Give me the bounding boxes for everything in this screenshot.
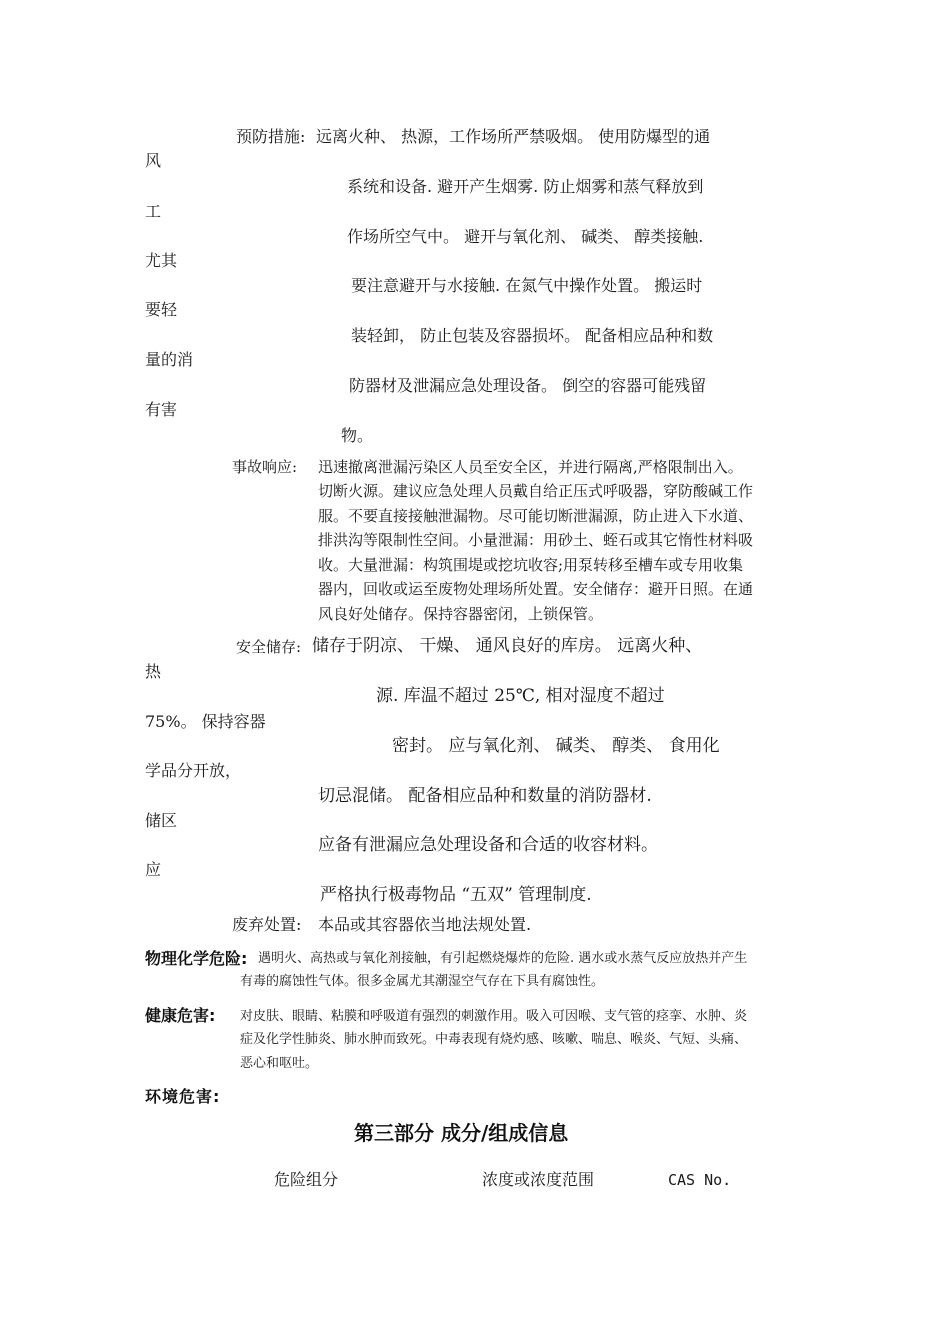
response-line: 服。不要直接接触泄漏物。尽可能切断泄漏源，防止进入下水道、 (318, 507, 754, 525)
environment-label: 环境危害: (145, 1087, 221, 1106)
health-line: 恶心和呕吐。 (240, 1056, 319, 1071)
prevention-line: 作场所空气中。 避开与氧化剂、 碱类、 醇类接触. (347, 227, 704, 246)
response-line: 迅速撤离泄漏污染区人员至安全区，并进行隔离,严格限制出入。 (318, 458, 743, 476)
disposal-label: 废弃处置: (232, 915, 302, 934)
section3-col-header: 危险组分 (274, 1170, 339, 1189)
prevention-line: 工 (145, 202, 162, 221)
prevention-line: 尤其 (145, 251, 178, 270)
response-line: 风良好处储存。保持容器密闭，上锁保管。 (318, 605, 604, 623)
prevention-line: 物。 (341, 426, 374, 445)
response-line: 切断火源。建议应急处理人员戴自给正压式呼吸器，穿防酸碱工作 (318, 482, 754, 500)
storage-line: 储区 (145, 811, 178, 830)
storage-line: 密封。 应与氧化剂、 碱类、 醇类、 食用化 (392, 736, 720, 756)
storage-line: 源. 库温不超过 25℃, 相对湿度不超过 (376, 686, 665, 706)
response-line: 收。大量泄漏：构筑围堤或挖坑收容;用泵转移至槽车或专用收集 (318, 556, 744, 574)
prevention-line: 要轻 (145, 300, 178, 319)
prevention-line: 要注意避开与水接触. 在氮气中操作处置。 搬运时 (351, 276, 703, 295)
health-line: 对皮肤、眼睛、粘膜和呼吸道有强烈的刺激作用。吸入可因喉、支气管的痉挛、水肿、炎 (240, 1009, 748, 1024)
prevention-line: 有害 (145, 400, 178, 419)
section3-col-header: CAS No. (668, 1171, 732, 1189)
storage-line: 75%。 保持容器 (145, 712, 266, 731)
physchem-label: 物理化学危险: (145, 949, 248, 968)
disposal-text: 本品或其容器依当地法规处置. (318, 915, 532, 934)
health-label: 健康危害: (145, 1006, 216, 1025)
prevention-line: 远离火种、 热源，工作场所严禁吸烟。 使用防爆型的通 (316, 127, 711, 146)
physchem-line: 遇明火、高热或与氧化剂接触，有引起燃烧爆炸的危险. 遇水或水蒸气反应放热并产生 (258, 951, 748, 966)
prevention-line: 装轻卸， 防止包装及容器损坏。 配备相应品种和数 (351, 326, 714, 345)
storage-line: 严格执行极毒物品 “五双” 管理制度. (320, 885, 592, 905)
storage-line: 应备有泄漏应急处理设备和合适的收容材料。 (318, 835, 658, 855)
prevention-line: 量的消 (145, 350, 194, 369)
storage-line: 切忌混储。 配备相应品种和数量的消防器材. (318, 786, 652, 806)
storage-line: 储存于阴凉、 干燥、 通风良好的库房。 远离火种、 (312, 636, 703, 656)
section3-col-header: 浓度或浓度范围 (482, 1170, 595, 1189)
prevention-line: 防器材及泄漏应急处理设备。 倒空的容器可能残留 (349, 376, 707, 395)
storage-label: 安全储存: (236, 638, 302, 656)
storage-line: 学品分开放， (145, 761, 242, 780)
health-line: 症及化学性肺炎、肺水肿而致死。中毒表现有烧灼感、咳嗽、喘息、喉炎、气短、头痛、 (240, 1032, 748, 1047)
response-line: 器内，回收或运至废物处理场所处置。安全储存：避开日照。在通 (318, 580, 754, 598)
section3-title: 第三部分 成分/组成信息 (354, 1121, 569, 1145)
response-line: 排洪沟等限制性空间。小量泄漏：用砂土、蛭石或其它惰性材料吸 (318, 531, 754, 549)
physchem-line: 有毒的腐蚀性气体。很多金属尤其潮湿空气存在下具有腐蚀性。 (240, 974, 605, 989)
prevention-line: 系统和设备. 避开产生烟雾. 防止烟雾和蒸气释放到 (347, 177, 704, 196)
storage-line: 热 (145, 662, 162, 681)
storage-line: 应 (145, 860, 162, 879)
prevention-label: 预防措施: (236, 127, 306, 146)
response-label: 事故响应: (232, 458, 298, 476)
prevention-line: 风 (145, 151, 162, 170)
